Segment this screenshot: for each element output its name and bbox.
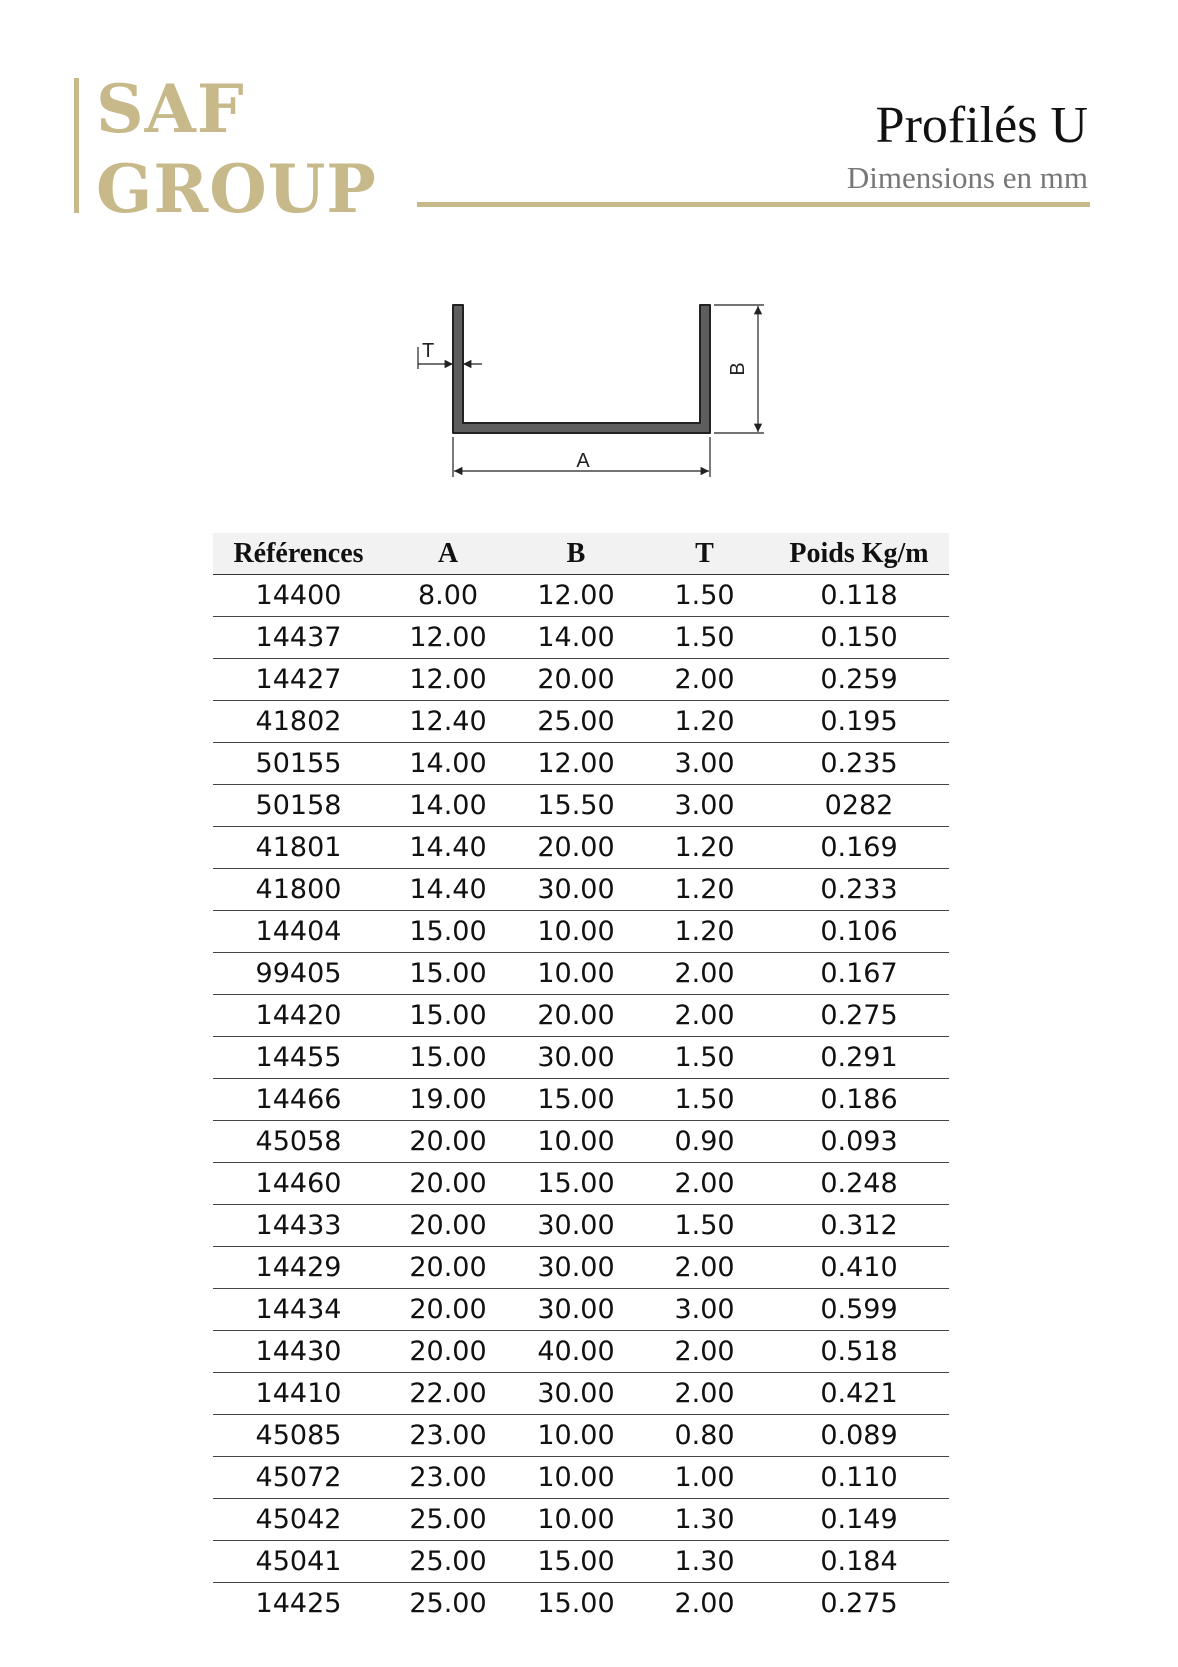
header-weight: Poids Kg/m: [769, 533, 949, 575]
t-cell: 0.90: [640, 1121, 769, 1163]
b-cell: 10.00: [512, 911, 640, 953]
b-cell: 30.00: [512, 1247, 640, 1289]
b-cell: 40.00: [512, 1331, 640, 1373]
a-cell: 19.00: [384, 1079, 512, 1121]
t-cell: 2.00: [640, 1331, 769, 1373]
table-row: [213, 1247, 949, 1289]
table-row: [213, 1079, 949, 1121]
page-title: Profilés U: [875, 97, 1088, 154]
logo-accent-bar: [74, 78, 79, 213]
weight-cell: 0.184: [769, 1541, 949, 1583]
a-cell: 14.40: [384, 869, 512, 911]
weight-cell: 0282: [769, 785, 949, 827]
logo-text-saf: SAF: [96, 70, 245, 148]
table-row: [213, 785, 949, 827]
t-cell: 1.50: [640, 1205, 769, 1247]
t-cell: 3.00: [640, 743, 769, 785]
reference-cell: 14425: [255, 1588, 342, 1619]
page-subtitle: Dimensions en mm: [846, 160, 1088, 195]
table-row: [213, 1373, 949, 1415]
weight-cell: 0.149: [769, 1499, 949, 1541]
b-cell: 12.00: [512, 575, 640, 617]
weight-cell: 0.275: [820, 1588, 898, 1619]
table-row: [213, 827, 949, 869]
reference-cell: 41802: [213, 701, 384, 743]
weight-cell: 0.235: [769, 743, 949, 785]
b-cell: 10.00: [512, 1499, 640, 1541]
a-cell: 20.00: [384, 1163, 512, 1205]
b-cell: 30.00: [512, 1205, 640, 1247]
a-cell: 20.00: [384, 1247, 512, 1289]
reference-cell: 14466: [213, 1079, 384, 1121]
reference-cell: 50155: [213, 743, 384, 785]
reference-cell: 45085: [213, 1415, 384, 1457]
b-cell: 25.00: [512, 701, 640, 743]
a-cell: 15.00: [384, 911, 512, 953]
t-cell: 1.20: [640, 869, 769, 911]
reference-cell: 50158: [213, 785, 384, 827]
b-cell: 15.00: [537, 1588, 615, 1619]
weight-cell: 0.118: [769, 575, 949, 617]
t-cell: 1.20: [640, 911, 769, 953]
a-cell: 12.00: [384, 617, 512, 659]
table-row: [213, 575, 949, 617]
t-cell: 1.50: [640, 1037, 769, 1079]
table-row: [213, 1541, 949, 1583]
table-row: [213, 659, 949, 701]
b-cell: 14.00: [512, 617, 640, 659]
b-cell: 10.00: [512, 1457, 640, 1499]
u-profile-shape: [453, 305, 710, 433]
a-cell: 15.00: [384, 953, 512, 995]
t-cell: 2.00: [640, 1247, 769, 1289]
weight-cell: 0.410: [769, 1247, 949, 1289]
a-cell: 23.00: [384, 1415, 512, 1457]
reference-cell: 99405: [213, 953, 384, 995]
t-cell: 1.50: [640, 1079, 769, 1121]
b-cell: 10.00: [512, 953, 640, 995]
table-row: [213, 995, 949, 1037]
weight-cell: 0.599: [769, 1289, 949, 1331]
a-cell: 20.00: [384, 1205, 512, 1247]
reference-cell: 14460: [213, 1163, 384, 1205]
reference-cell: 45042: [213, 1499, 384, 1541]
weight-cell: 0.169: [769, 827, 949, 869]
weight-cell: 0.291: [769, 1037, 949, 1079]
a-cell: 25.00: [384, 1499, 512, 1541]
weight-cell: 0.186: [769, 1079, 949, 1121]
a-cell: 15.00: [384, 1037, 512, 1079]
b-cell: 15.00: [512, 1079, 640, 1121]
t-cell: 3.00: [640, 785, 769, 827]
table-row: [213, 1583, 949, 1625]
t-cell: 1.30: [640, 1541, 769, 1583]
a-cell: 20.00: [384, 1331, 512, 1373]
header-a: A: [384, 533, 512, 575]
t-cell: 2.00: [674, 1588, 735, 1619]
weight-cell: 0.248: [769, 1163, 949, 1205]
t-cell: 0.80: [640, 1415, 769, 1457]
dimension-b-label: B: [727, 362, 749, 376]
table-row: [213, 1331, 949, 1373]
t-cell: 2.00: [640, 995, 769, 1037]
weight-cell: 0.312: [769, 1205, 949, 1247]
reference-cell: 14427: [213, 659, 384, 701]
t-cell: 1.50: [640, 617, 769, 659]
b-cell: 15.00: [512, 1163, 640, 1205]
b-cell: 10.00: [512, 1121, 640, 1163]
profile-spec-table: [213, 533, 949, 1624]
a-cell: 23.00: [384, 1457, 512, 1499]
weight-cell: 0.233: [769, 869, 949, 911]
reference-cell: 45072: [213, 1457, 384, 1499]
weight-cell: 0.167: [769, 953, 949, 995]
table-body: [213, 575, 949, 1625]
b-cell: 10.00: [512, 1415, 640, 1457]
reference-cell: 14429: [213, 1247, 384, 1289]
b-cell: 15.00: [512, 1541, 640, 1583]
b-cell: 12.00: [512, 743, 640, 785]
a-cell: 12.40: [384, 701, 512, 743]
a-cell: 14.40: [384, 827, 512, 869]
header-t: T: [640, 533, 769, 575]
title-divider: [417, 202, 1090, 207]
t-cell: 2.00: [640, 1163, 769, 1205]
reference-cell: 14410: [213, 1373, 384, 1415]
table-row: [213, 953, 949, 995]
b-cell: 30.00: [512, 869, 640, 911]
reference-cell: 14400: [213, 575, 384, 617]
reference-cell: 45058: [213, 1121, 384, 1163]
table-row: [213, 869, 949, 911]
reference-cell: 14434: [213, 1289, 384, 1331]
t-cell: 1.30: [640, 1499, 769, 1541]
table-header-row: [213, 533, 949, 575]
u-profile-diagram: [400, 295, 780, 485]
weight-cell: 0.093: [769, 1121, 949, 1163]
table-row: [213, 1205, 949, 1247]
t-cell: 1.50: [640, 575, 769, 617]
b-cell: 20.00: [512, 827, 640, 869]
a-cell: 14.00: [384, 743, 512, 785]
table-row: [213, 617, 949, 659]
t-cell: 1.20: [640, 701, 769, 743]
weight-cell: 0.518: [769, 1331, 949, 1373]
b-cell: 30.00: [512, 1373, 640, 1415]
t-cell: 3.00: [640, 1289, 769, 1331]
t-cell: 1.00: [640, 1457, 769, 1499]
table-row: [213, 911, 949, 953]
header-b: B: [512, 533, 640, 575]
reference-cell: 14437: [213, 617, 384, 659]
reference-cell: 41801: [213, 827, 384, 869]
reference-cell: 14420: [213, 995, 384, 1037]
logo-text-group: GROUP: [96, 150, 377, 228]
dimension-a-label: A: [576, 450, 590, 472]
t-cell: 2.00: [640, 659, 769, 701]
a-cell: 22.00: [384, 1373, 512, 1415]
a-cell: 25.00: [384, 1541, 512, 1583]
b-cell: 20.00: [512, 659, 640, 701]
weight-cell: 0.195: [769, 701, 949, 743]
table-row: [213, 1121, 949, 1163]
table-row: [213, 1499, 949, 1541]
a-cell: 20.00: [384, 1289, 512, 1331]
a-cell: 15.00: [384, 995, 512, 1037]
weight-cell: 0.106: [769, 911, 949, 953]
weight-cell: 0.259: [769, 659, 949, 701]
a-cell: 20.00: [384, 1121, 512, 1163]
weight-cell: 0.421: [769, 1373, 949, 1415]
weight-cell: 0.110: [769, 1457, 949, 1499]
a-cell: 12.00: [384, 659, 512, 701]
reference-cell: 14430: [213, 1331, 384, 1373]
table-row: [213, 743, 949, 785]
b-cell: 20.00: [512, 995, 640, 1037]
table-row: [213, 701, 949, 743]
table-row: [213, 1163, 949, 1205]
a-cell: 14.00: [384, 785, 512, 827]
table-row: [213, 1289, 949, 1331]
table-row: [213, 1457, 949, 1499]
weight-cell: 0.150: [769, 617, 949, 659]
table-row: [213, 1037, 949, 1079]
b-cell: 15.50: [512, 785, 640, 827]
t-cell: 1.20: [640, 827, 769, 869]
dimension-t-label: T: [422, 340, 435, 362]
reference-cell: 41800: [213, 869, 384, 911]
reference-cell: 14455: [213, 1037, 384, 1079]
table-row: [213, 1415, 949, 1457]
weight-cell: 0.089: [769, 1415, 949, 1457]
t-cell: 2.00: [640, 953, 769, 995]
b-cell: 30.00: [512, 1289, 640, 1331]
a-cell: 8.00: [384, 575, 512, 617]
header-references: Références: [213, 533, 384, 575]
reference-cell: 45041: [213, 1541, 384, 1583]
t-cell: 2.00: [640, 1373, 769, 1415]
reference-cell: 14404: [213, 911, 384, 953]
weight-cell: 0.275: [769, 995, 949, 1037]
a-cell: 25.00: [409, 1588, 487, 1619]
b-cell: 30.00: [512, 1037, 640, 1079]
reference-cell: 14433: [213, 1205, 384, 1247]
